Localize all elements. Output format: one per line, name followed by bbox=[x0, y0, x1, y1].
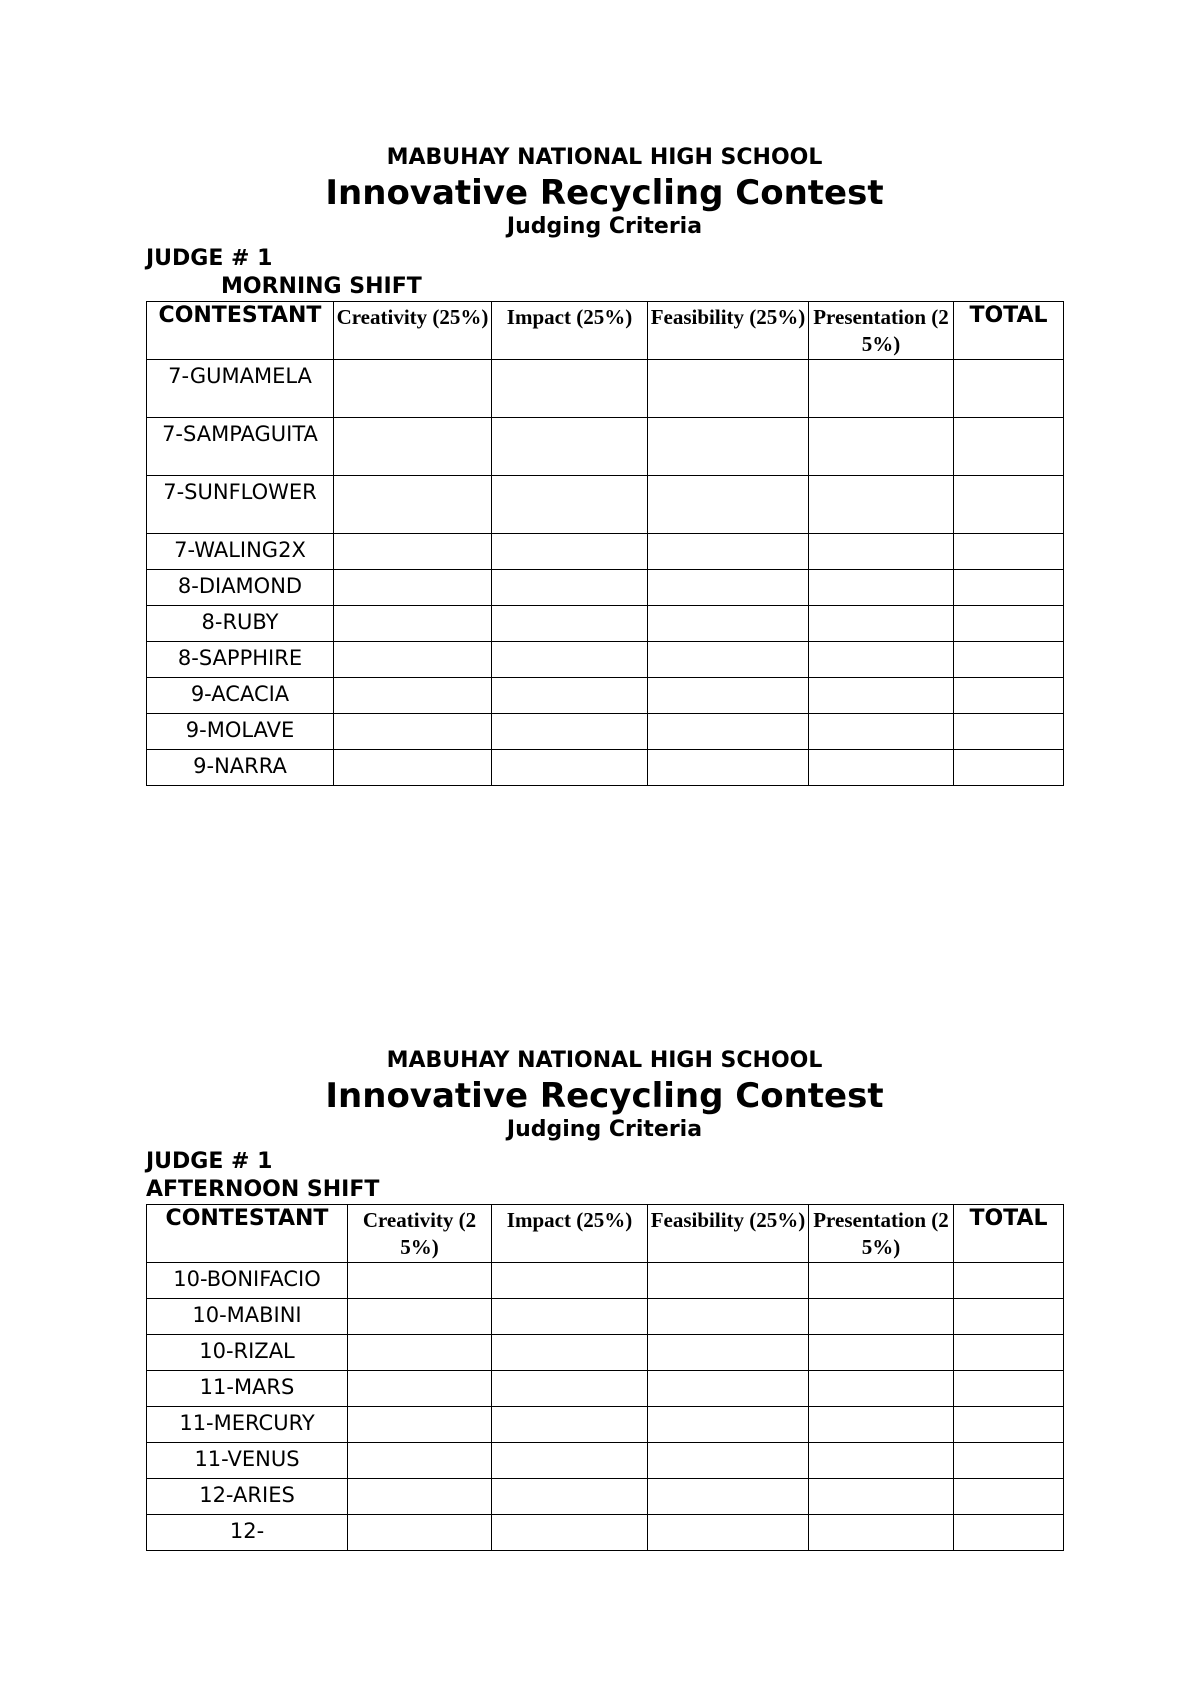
impact-score-cell[interactable] bbox=[492, 570, 648, 606]
contestant-name: 7-GUMAMELA bbox=[147, 360, 334, 418]
presentation-score-cell[interactable] bbox=[809, 1407, 954, 1443]
table-row bbox=[147, 1515, 1064, 1551]
presentation-score-cell[interactable] bbox=[809, 714, 954, 750]
feasibility-header: Feasibility (25%) bbox=[648, 302, 809, 360]
school-name: MABUHAY NATIONAL HIGH SCHOOL bbox=[386, 1048, 823, 1073]
table-row bbox=[147, 1371, 1064, 1407]
creativity-header: Creativity (25%) bbox=[348, 1205, 492, 1263]
creativity-score-cell[interactable] bbox=[334, 642, 492, 678]
total-score-cell[interactable] bbox=[954, 418, 1064, 476]
presentation-score-cell[interactable] bbox=[809, 1479, 954, 1515]
contestant-name: 10-RIZAL bbox=[147, 1335, 348, 1371]
creativity-score-cell[interactable] bbox=[334, 476, 492, 534]
feasibility-header: Feasibility (25%) bbox=[648, 1205, 809, 1263]
impact-score-cell[interactable] bbox=[492, 714, 648, 750]
contestant-name: 8-RUBY bbox=[147, 606, 334, 642]
presentation-score-cell[interactable] bbox=[809, 1299, 954, 1335]
presentation-score-cell[interactable] bbox=[809, 1371, 954, 1407]
table-row bbox=[147, 1407, 1064, 1443]
table-row bbox=[147, 1263, 1064, 1299]
table-row bbox=[147, 678, 1064, 714]
contestant-name: 8-DIAMOND bbox=[147, 570, 334, 606]
impact-score-cell[interactable] bbox=[492, 1479, 648, 1515]
judge-label: JUDGE # 1 bbox=[146, 1149, 273, 1174]
creativity-score-cell[interactable] bbox=[348, 1407, 492, 1443]
contestant-name: 9-ACACIA bbox=[147, 678, 334, 714]
impact-score-cell[interactable] bbox=[492, 1443, 648, 1479]
feasibility-score-cell[interactable] bbox=[648, 642, 809, 678]
contestant-name: 7-SUNFLOWER bbox=[147, 476, 334, 534]
impact-score-cell[interactable] bbox=[492, 360, 648, 418]
feasibility-score-cell[interactable] bbox=[648, 1407, 809, 1443]
creativity-score-cell[interactable] bbox=[348, 1299, 492, 1335]
feasibility-score-cell[interactable] bbox=[648, 1443, 809, 1479]
total-score-cell[interactable] bbox=[954, 1299, 1064, 1335]
creativity-score-cell[interactable] bbox=[348, 1443, 492, 1479]
afternoon-judging-sheet bbox=[146, 1046, 1063, 1551]
total-score-cell[interactable] bbox=[954, 1371, 1064, 1407]
contestant-name: 11-MARS bbox=[147, 1371, 348, 1407]
feasibility-score-cell[interactable] bbox=[648, 1479, 809, 1515]
feasibility-score-cell[interactable] bbox=[648, 1335, 809, 1371]
feasibility-score-cell[interactable] bbox=[648, 534, 809, 570]
table-row bbox=[147, 360, 1064, 418]
presentation-score-cell[interactable] bbox=[809, 678, 954, 714]
presentation-score-cell[interactable] bbox=[809, 360, 954, 418]
total-score-cell[interactable] bbox=[954, 1515, 1064, 1551]
total-score-cell[interactable] bbox=[954, 642, 1064, 678]
creativity-header: Creativity (25%) bbox=[334, 302, 492, 360]
presentation-score-cell[interactable] bbox=[809, 1515, 954, 1551]
school-name: MABUHAY NATIONAL HIGH SCHOOL bbox=[386, 145, 823, 170]
contestant-name: 9-NARRA bbox=[147, 750, 334, 786]
creativity-score-cell[interactable] bbox=[348, 1335, 492, 1371]
presentation-score-cell[interactable] bbox=[809, 750, 954, 786]
feasibility-score-cell[interactable] bbox=[648, 570, 809, 606]
impact-score-cell[interactable] bbox=[492, 476, 648, 534]
table-row bbox=[147, 642, 1064, 678]
contestant-name: 12-ARIES bbox=[147, 1479, 348, 1515]
presentation-score-cell[interactable] bbox=[809, 1263, 954, 1299]
contestant-name: 10-BONIFACIO bbox=[147, 1263, 348, 1299]
feasibility-score-cell[interactable] bbox=[648, 1515, 809, 1551]
table-row bbox=[147, 570, 1064, 606]
impact-score-cell[interactable] bbox=[492, 534, 648, 570]
presentation-header: Presentation (25%) bbox=[809, 302, 954, 360]
feasibility-score-cell[interactable] bbox=[648, 714, 809, 750]
table-header-row bbox=[147, 1205, 1064, 1263]
feasibility-score-cell[interactable] bbox=[648, 1299, 809, 1335]
shift-label: AFTERNOON SHIFT bbox=[146, 1177, 380, 1202]
impact-score-cell[interactable] bbox=[492, 418, 648, 476]
contestant-name: 10-MABINI bbox=[147, 1299, 348, 1335]
total-score-cell[interactable] bbox=[954, 570, 1064, 606]
feasibility-score-cell[interactable] bbox=[648, 750, 809, 786]
feasibility-score-cell[interactable] bbox=[648, 418, 809, 476]
shift-label: MORNING SHIFT bbox=[221, 274, 422, 299]
table-row bbox=[147, 1479, 1064, 1515]
contestant-name: 7-WALING2X bbox=[147, 534, 334, 570]
contestant-header: CONTESTANT bbox=[147, 302, 334, 360]
table-row bbox=[147, 1299, 1064, 1335]
table-row bbox=[147, 476, 1064, 534]
criteria-subtitle: Judging Criteria bbox=[506, 214, 703, 239]
contestant-name: 8-SAPPHIRE bbox=[147, 642, 334, 678]
criteria-subtitle: Judging Criteria bbox=[506, 1117, 703, 1142]
creativity-score-cell[interactable] bbox=[334, 750, 492, 786]
feasibility-score-cell[interactable] bbox=[648, 360, 809, 418]
total-score-cell[interactable] bbox=[954, 1263, 1064, 1299]
table-row bbox=[147, 714, 1064, 750]
table-row bbox=[147, 418, 1064, 476]
creativity-score-cell[interactable] bbox=[348, 1371, 492, 1407]
contestant-name: 12- bbox=[147, 1515, 348, 1551]
presentation-score-cell[interactable] bbox=[809, 642, 954, 678]
presentation-header: Presentation (25%) bbox=[809, 1205, 954, 1263]
presentation-score-cell[interactable] bbox=[809, 1443, 954, 1479]
table-row bbox=[147, 534, 1064, 570]
total-score-cell[interactable] bbox=[954, 476, 1064, 534]
creativity-score-cell[interactable] bbox=[334, 360, 492, 418]
total-score-cell[interactable] bbox=[954, 714, 1064, 750]
impact-score-cell[interactable] bbox=[492, 1299, 648, 1335]
scoring-table bbox=[146, 1204, 1064, 1551]
feasibility-score-cell[interactable] bbox=[648, 1371, 809, 1407]
feasibility-score-cell[interactable] bbox=[648, 606, 809, 642]
creativity-score-cell[interactable] bbox=[334, 418, 492, 476]
presentation-score-cell[interactable] bbox=[809, 570, 954, 606]
contest-title: Innovative Recycling Contest bbox=[325, 1076, 884, 1116]
total-score-cell[interactable] bbox=[954, 1443, 1064, 1479]
feasibility-score-cell[interactable] bbox=[648, 476, 809, 534]
table-row bbox=[147, 1443, 1064, 1479]
contestant-name: 11-MERCURY bbox=[147, 1407, 348, 1443]
contestant-name: 11-VENUS bbox=[147, 1443, 348, 1479]
total-score-cell[interactable] bbox=[954, 1335, 1064, 1371]
impact-score-cell[interactable] bbox=[492, 678, 648, 714]
total-score-cell[interactable] bbox=[954, 360, 1064, 418]
presentation-score-cell[interactable] bbox=[809, 418, 954, 476]
impact-score-cell[interactable] bbox=[492, 606, 648, 642]
impact-score-cell[interactable] bbox=[492, 1371, 648, 1407]
contestant-name: 7-SAMPAGUITA bbox=[147, 418, 334, 476]
creativity-score-cell[interactable] bbox=[348, 1263, 492, 1299]
total-score-cell[interactable] bbox=[954, 606, 1064, 642]
impact-header: Impact (25%) bbox=[492, 1205, 648, 1263]
impact-score-cell[interactable] bbox=[492, 750, 648, 786]
table-row bbox=[147, 1335, 1064, 1371]
contest-title: Innovative Recycling Contest bbox=[325, 173, 884, 213]
impact-score-cell[interactable] bbox=[492, 1407, 648, 1443]
impact-score-cell[interactable] bbox=[492, 1335, 648, 1371]
creativity-score-cell[interactable] bbox=[348, 1479, 492, 1515]
presentation-score-cell[interactable] bbox=[809, 476, 954, 534]
creativity-score-cell[interactable] bbox=[334, 714, 492, 750]
creativity-score-cell[interactable] bbox=[334, 570, 492, 606]
table-header-row bbox=[147, 302, 1064, 360]
scoring-table bbox=[146, 301, 1064, 786]
impact-header: Impact (25%) bbox=[492, 302, 648, 360]
creativity-score-cell[interactable] bbox=[334, 534, 492, 570]
morning-judging-sheet bbox=[146, 143, 1063, 786]
presentation-score-cell[interactable] bbox=[809, 1335, 954, 1371]
total-header: TOTAL bbox=[954, 302, 1064, 360]
impact-score-cell[interactable] bbox=[492, 642, 648, 678]
presentation-score-cell[interactable] bbox=[809, 606, 954, 642]
total-score-cell[interactable] bbox=[954, 1479, 1064, 1515]
creativity-score-cell[interactable] bbox=[334, 678, 492, 714]
total-score-cell[interactable] bbox=[954, 678, 1064, 714]
creativity-score-cell[interactable] bbox=[348, 1515, 492, 1551]
contestant-header: CONTESTANT bbox=[147, 1205, 348, 1263]
total-score-cell[interactable] bbox=[954, 534, 1064, 570]
impact-score-cell[interactable] bbox=[492, 1263, 648, 1299]
total-score-cell[interactable] bbox=[954, 750, 1064, 786]
table-row bbox=[147, 750, 1064, 786]
total-score-cell[interactable] bbox=[954, 1407, 1064, 1443]
table-row bbox=[147, 606, 1064, 642]
contestant-name: 9-MOLAVE bbox=[147, 714, 334, 750]
impact-score-cell[interactable] bbox=[492, 1515, 648, 1551]
judge-label: JUDGE # 1 bbox=[146, 246, 273, 271]
feasibility-score-cell[interactable] bbox=[648, 1263, 809, 1299]
feasibility-score-cell[interactable] bbox=[648, 678, 809, 714]
total-header: TOTAL bbox=[954, 1205, 1064, 1263]
presentation-score-cell[interactable] bbox=[809, 534, 954, 570]
creativity-score-cell[interactable] bbox=[334, 606, 492, 642]
